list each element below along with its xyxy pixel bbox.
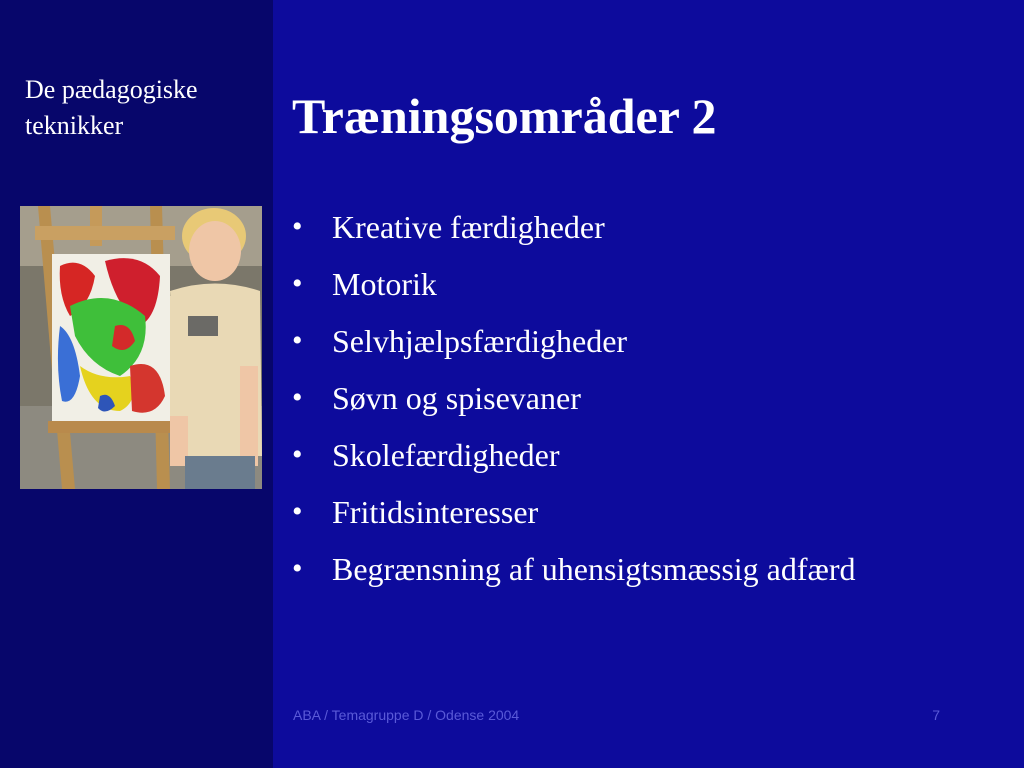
child-painting-photo [20,206,262,489]
section-title [25,72,265,144]
bullet-text: Fritidsinteresser [332,494,539,530]
bullet-text: Skolefærdigheder [332,437,560,473]
bullet-dot-icon: • [292,267,303,300]
bullet-item [292,203,892,251]
bullet-dot-icon: • [292,438,303,471]
slide-title: Træningsområder 2 [292,88,717,144]
bullet-item [292,260,892,308]
bullet-text: Motorik [332,266,437,302]
bullet-item [292,545,892,593]
bullet-item [292,374,892,422]
page-number: 7 [932,707,940,723]
bullet-dot-icon: • [292,495,303,528]
bullet-dot-icon: • [292,552,303,585]
section-title-line1: De pædagogiske [25,75,198,104]
bullet-item [292,431,892,479]
bullet-text: Kreative færdigheder [332,209,605,245]
bullet-text: Begrænsning af uhensigtsmæssig adfærd [332,551,856,587]
bullet-text: Søvn og spisevaner [332,380,581,416]
bullet-dot-icon: • [292,324,303,357]
bullet-dot-icon: • [292,381,303,414]
footer-text: ABA / Temagruppe D / Odense 2004 [293,707,520,723]
bullet-list [292,203,892,602]
bullet-text: Selvhjælpsfærdigheder [332,323,628,359]
bullet-item [292,488,892,536]
bullet-item [292,317,892,365]
bullet-dot-icon: • [292,210,303,243]
section-title-line2: teknikker [25,111,124,140]
